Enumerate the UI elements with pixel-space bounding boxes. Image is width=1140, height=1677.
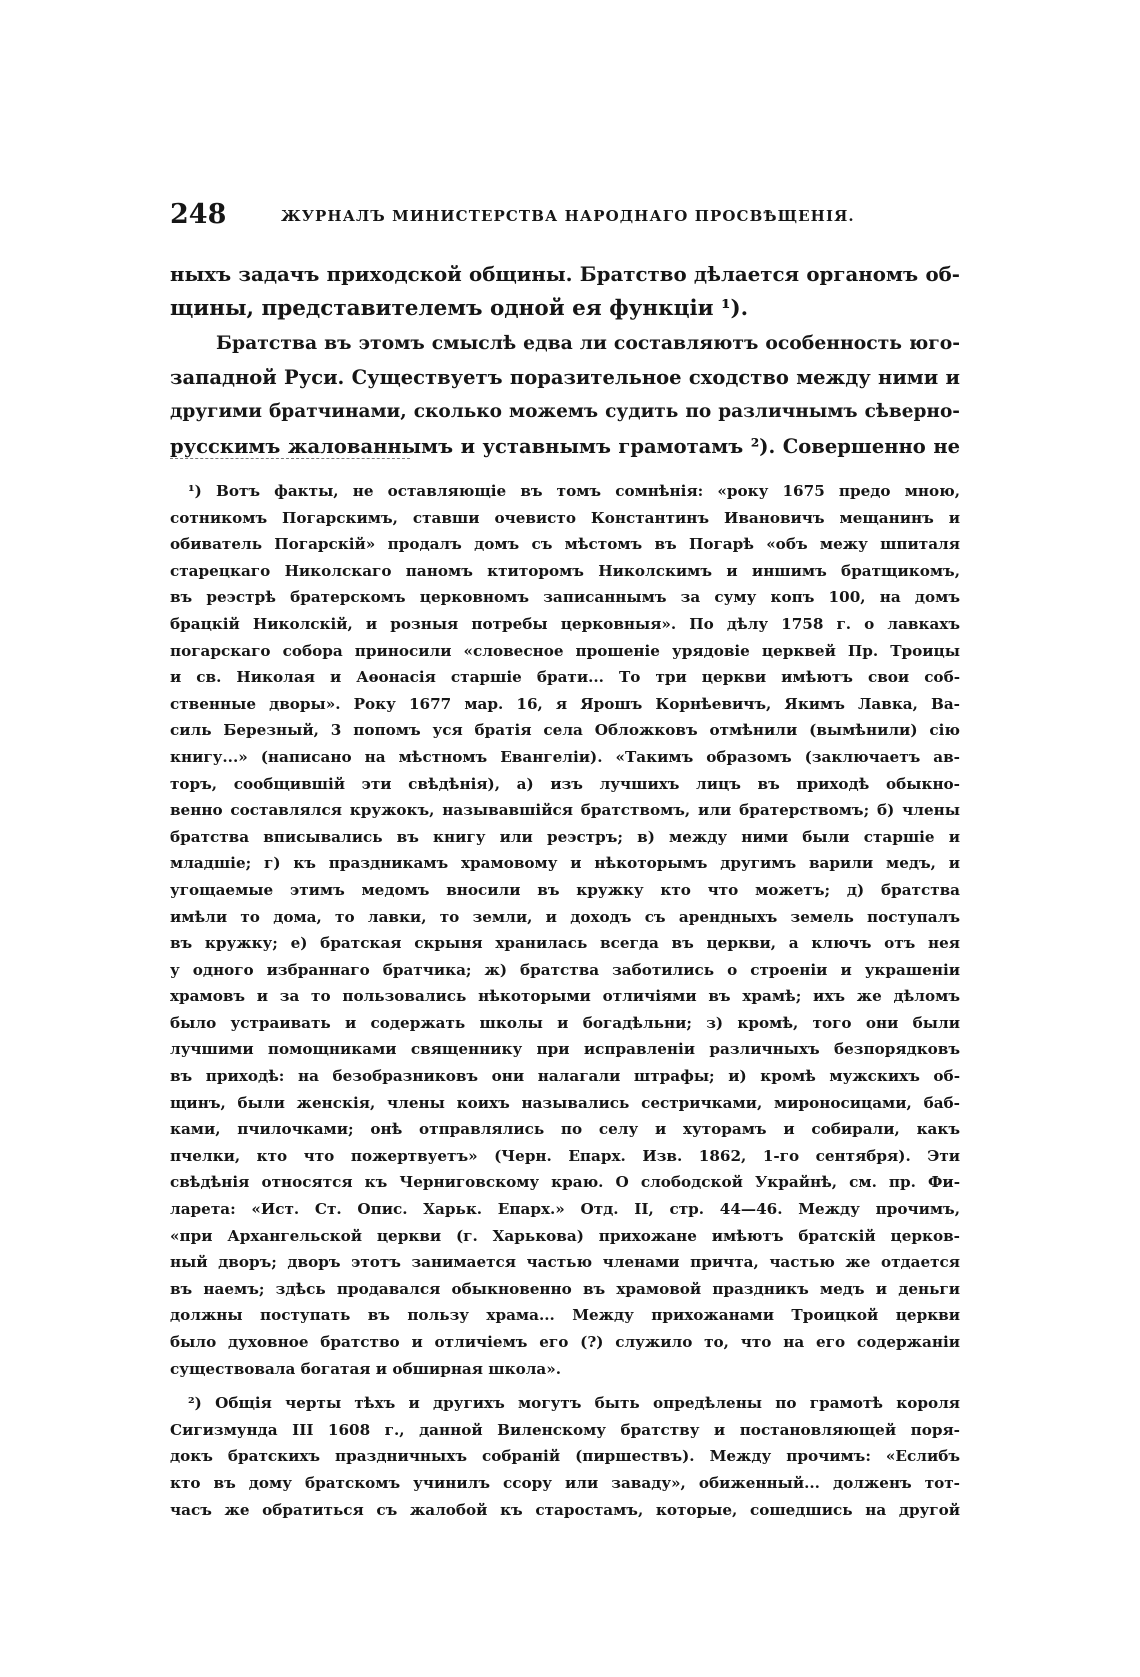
- footnote-line: торъ, сообщившій эти свѣдѣнія), а) изъ лучшихъ лицъ въ приходѣ обыкно-: [170, 774, 960, 793]
- footnote-line: брацкій Николскій, и розныя потребы церковныя». По дѣлу 1758 г. о лавкахъ: [170, 614, 960, 633]
- main-text-line: Братства въ этомъ смыслѣ едва ли составляютъ особенность юго-: [216, 332, 960, 355]
- footnote-line: пчелки, кто что пожертвуетъ» (Черн. Епарх. Изв. 1862, 1-го сентября). Эти: [170, 1146, 960, 1165]
- footnote-line: докъ братскихъ праздничныхъ собраній (пиршествъ). Между прочимъ: «Еслибъ: [170, 1447, 960, 1466]
- footnote-line: ¹) Вотъ факты, не оставляющіе въ томъ сомнѣнія: «року 1675 предо мною,: [188, 482, 960, 500]
- footnote-line: у одного избраннаго братчика; ж) братства заботились о строеніи и украшеніи: [170, 960, 960, 979]
- footnote-line: младшіе; г) къ праздникамъ храмовому и нѣкоторымъ другимъ варили медъ, и: [170, 854, 960, 873]
- footnote-2: [170, 1390, 960, 1523]
- footnote-1: [170, 478, 960, 1382]
- footnote-line: погарскаго собора приносили «словесное прошеніе урядовіе церквей Пр. Троицы: [170, 641, 960, 660]
- footnote-line: старецкаго Николскаго паномъ ктиторомъ Николскимъ и иншимъ братщикомъ,: [170, 561, 960, 580]
- footnote-line: ²) Общія черты тѣхъ и другихъ могутъ быть опредѣлены по грамотѣ короля: [188, 1394, 960, 1413]
- page-number: 248: [170, 199, 227, 230]
- footnote-line: свѣдѣнія относятся къ Черниговскому краю. О слободской Украйнѣ, см. пр. Фи-: [170, 1173, 960, 1192]
- footnote-line: обиватель Погарскій» продалъ домъ съ мѣстомъ въ Погарѣ «объ межу шпиталя: [170, 535, 960, 554]
- footnote-line: братства вписывались въ книгу или реэстръ; в) между ними были старшіе и: [170, 827, 960, 846]
- footnote-line: должны поступать въ пользу храма... Между прихожанами Троицкой церкви: [170, 1306, 960, 1325]
- main-text-line: ныхъ задачъ приходской общины. Братство дѣлается органомъ об-: [170, 262, 960, 286]
- footnote-line: лучшими помощниками священнику при исправленіи различныхъ безпорядковъ: [170, 1040, 960, 1059]
- footnote-line: Сигизмунда III 1608 г., данной Виленскому братству и постановляющей поря-: [170, 1420, 960, 1439]
- footnote-line: въ наемъ; здѣсь продавался обыкновенно въ храмовой праздникъ медъ и деньги: [170, 1279, 960, 1298]
- footnote-line: щинъ, были женскія, члены коихъ назывались сестричками, мироносицами, баб-: [170, 1093, 960, 1112]
- footnote-line: угощаемые этимъ медомъ вносили въ кружку кто что можетъ; д) братства: [170, 880, 960, 899]
- footnote-line: въ реэстрѣ братерскомъ церковномъ записаннымъ за суму копъ 100, на домъ: [170, 588, 960, 607]
- footnote-line: въ кружку; е) братская скрыня хранилась всегда въ церкви, а ключъ отъ нея: [170, 934, 960, 953]
- footnote-line: сотникомъ Погарскимъ, ставши очевисто Константинъ Ивановичъ мещанинъ и: [170, 508, 960, 527]
- footnote-line: кто въ дому братскомъ учинилъ ссору или заваду», обиженный... долженъ тот-: [170, 1473, 960, 1492]
- main-text-line: щины, представителемъ одной ея функціи ¹).: [170, 295, 749, 321]
- footnote-line: ный дворъ; дворъ этотъ занимается частью членами причта, частью же отдается: [170, 1253, 960, 1272]
- footnote-line: силь Березный, 3 попомъ уся братія села Обложковъ отмѣнили (вымѣнили) сію: [170, 721, 960, 740]
- footnote-line: въ приходѣ: на безобразниковъ они налагали штрафы; и) кромѣ мужскихъ об-: [170, 1067, 960, 1086]
- footnote-divider: [170, 458, 410, 459]
- footnote-line: ственные дворы». Року 1677 мар. 16, я Ярошъ Корнѣевичъ, Якимъ Лавка, Ва-: [170, 694, 960, 713]
- main-text: [170, 257, 960, 465]
- footnote-line: храмовъ и за то пользовались нѣкоторыми отличіями въ храмѣ; ихъ же дѣломъ: [170, 987, 960, 1006]
- main-text-line: западной Руси. Существуетъ поразительное сходство между ними и: [170, 365, 960, 389]
- main-text-line: русскимъ жалованнымъ и уставнымъ грамотамъ ²). Совершенно не: [170, 434, 960, 458]
- footnote-line: «при Архангельской церкви (г. Харькова) прихожане имѣютъ братскій церков-: [170, 1226, 960, 1245]
- journal-title: ЖУРНАЛЪ МИНИСТЕРСТВА НАРОДНАГО ПРОСВѢЩЕНІЯ.: [281, 207, 855, 225]
- footnote-line: существовала богатая и обширная школа».: [170, 1359, 562, 1378]
- footnote-line: имѣли то дома, то лавки, то земли, и доходъ съ арендныхъ земель поступалъ: [170, 907, 960, 926]
- footnote-line: ками, пчилочками; онѣ отправлялись по селу и хуторамъ и собирали, какъ: [170, 1120, 960, 1139]
- footnote-line: венно составлялся кружокъ, называвшійся братствомъ, или братерствомъ; б) члены: [170, 801, 960, 820]
- footnote-line: ларета: «Ист. Ст. Опис. Харьк. Епарх.» Отд. II, стр. 44—46. Между прочимъ,: [170, 1200, 960, 1219]
- footnote-line: было устраивать и содержать школы и богадѣльни; з) кромѣ, того они были: [170, 1013, 960, 1032]
- footnote-line: часъ же обратиться съ жалобой къ старостамъ, которые, сошедшись на другой: [170, 1500, 960, 1519]
- footnote-line: и св. Николая и Аѳонасія старшіе брати... То три церкви имѣютъ свои соб-: [170, 668, 960, 687]
- running-head: [170, 198, 960, 232]
- main-text-line: другими братчинами, сколько можемъ судить по различнымъ сѣверно-: [170, 401, 960, 423]
- footnotes: [170, 478, 960, 1523]
- footnote-line: было духовное братство и отличіемъ его (?) служило то, что на его содержаніи: [170, 1333, 960, 1351]
- footnote-line: книгу...» (написано на мѣстномъ Евангеліи). «Такимъ образомъ (заключаетъ ав-: [170, 747, 960, 766]
